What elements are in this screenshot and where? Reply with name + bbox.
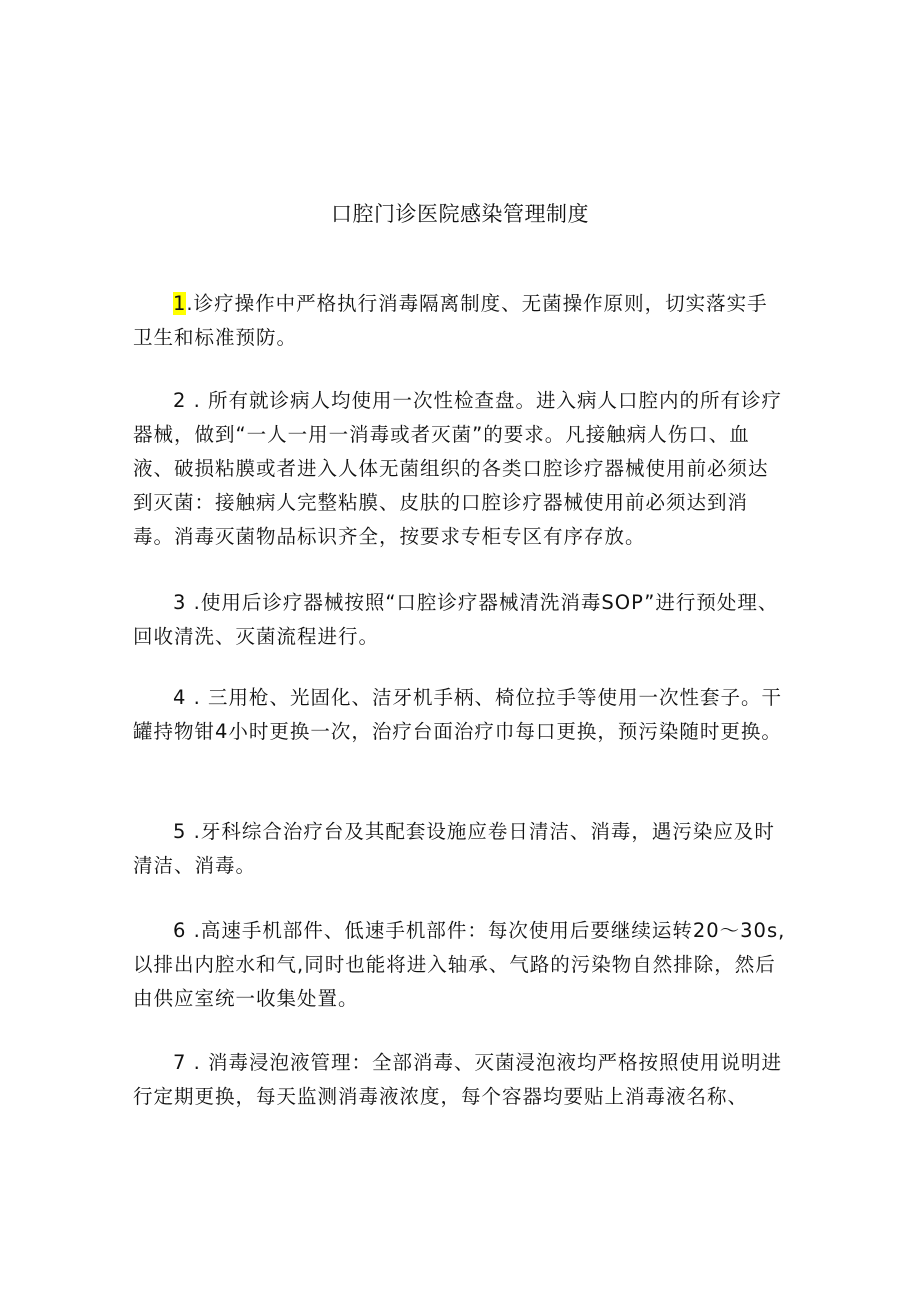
paragraph-3 — [133, 586, 788, 654]
paragraph-4-number: 4 — [173, 686, 187, 709]
paragraph-2-text: 所有就诊病人均使用一次性检查盘。进入病人口腔内的所有诊疗器械，做到“一人一用一消毒或者灭菌”的要求。凡接触病人伤口、血液、破损粘膜或者进入人体无菌组织的各类口腔诊疗器械使用前必须达到灭菌：接触病人完整粘膜、皮肤的口腔诊疗器械使用前必须达到消毒。消毒灭菌物品标识齐全，按要求专柜专区有序存放。 — [133, 389, 783, 548]
paragraph-6-text: 高速手机部件、低速手机部件：每次使用后要继续运转20〜30s,以排出内腔水和气,同时也能将进入轴承、气路的污染物自然排除，然后由供应室统一收集处置。 — [133, 919, 786, 1010]
paragraph-5 — [133, 815, 788, 883]
paragraph-5-number: 5 — [173, 820, 187, 843]
paragraph-4-separator: . — [186, 686, 209, 709]
paragraph-1-number: 1 — [173, 292, 187, 315]
paragraph-7-separator: . — [186, 1051, 209, 1074]
paragraph-3-text: 使用后诊疗器械按照“口腔诊疗器械清洗消毒SOP”进行预处理、回收清洗、灭菌流程进行。 — [133, 591, 779, 648]
paragraph-5-text: 牙科综合治疗台及其配套设施应卷日清洁、消毒，遇污染应及时清洁、消毒。 — [133, 820, 775, 877]
paragraph-4 — [133, 681, 788, 749]
document-title: 口腔门诊医院感染管理制度 — [331, 202, 589, 226]
paragraph-2 — [133, 384, 788, 554]
paragraph-6 — [133, 914, 788, 1016]
paragraph-2-separator: . — [186, 389, 209, 412]
paragraph-5-separator: . — [186, 820, 201, 843]
paragraph-7-text: 消毒浸泡液管理：全部消毒、灭菌浸泡液均严格按照使用说明进行定期更换，每天监测消毒液浓度，每个容器均要贴上消毒液名称、 — [133, 1051, 783, 1108]
paragraph-1-separator: . — [186, 292, 194, 315]
paragraph-1 — [133, 287, 788, 355]
paragraph-3-number: 3 — [173, 591, 187, 614]
paragraph-7 — [133, 1046, 788, 1114]
paragraph-1-text: 诊疗操作中严格执行消毒隔离制度、无菌操作原则，切实落实手卫生和标准预防。 — [133, 292, 768, 349]
paragraph-6-number: 6 — [173, 919, 187, 942]
paragraph-6-separator: . — [186, 919, 201, 942]
paragraph-3-separator: . — [186, 591, 201, 614]
paragraph-4-text: 三用枪、光固化、洁牙机手柄、椅位拉手等使用一次性套子。干罐持物钳4小时更换一次，治疗台面治疗巾每口更换，预污染随时更换。 — [133, 686, 783, 743]
paragraph-2-number: 2 — [173, 389, 187, 412]
paragraph-7-number: 7 — [173, 1051, 187, 1074]
